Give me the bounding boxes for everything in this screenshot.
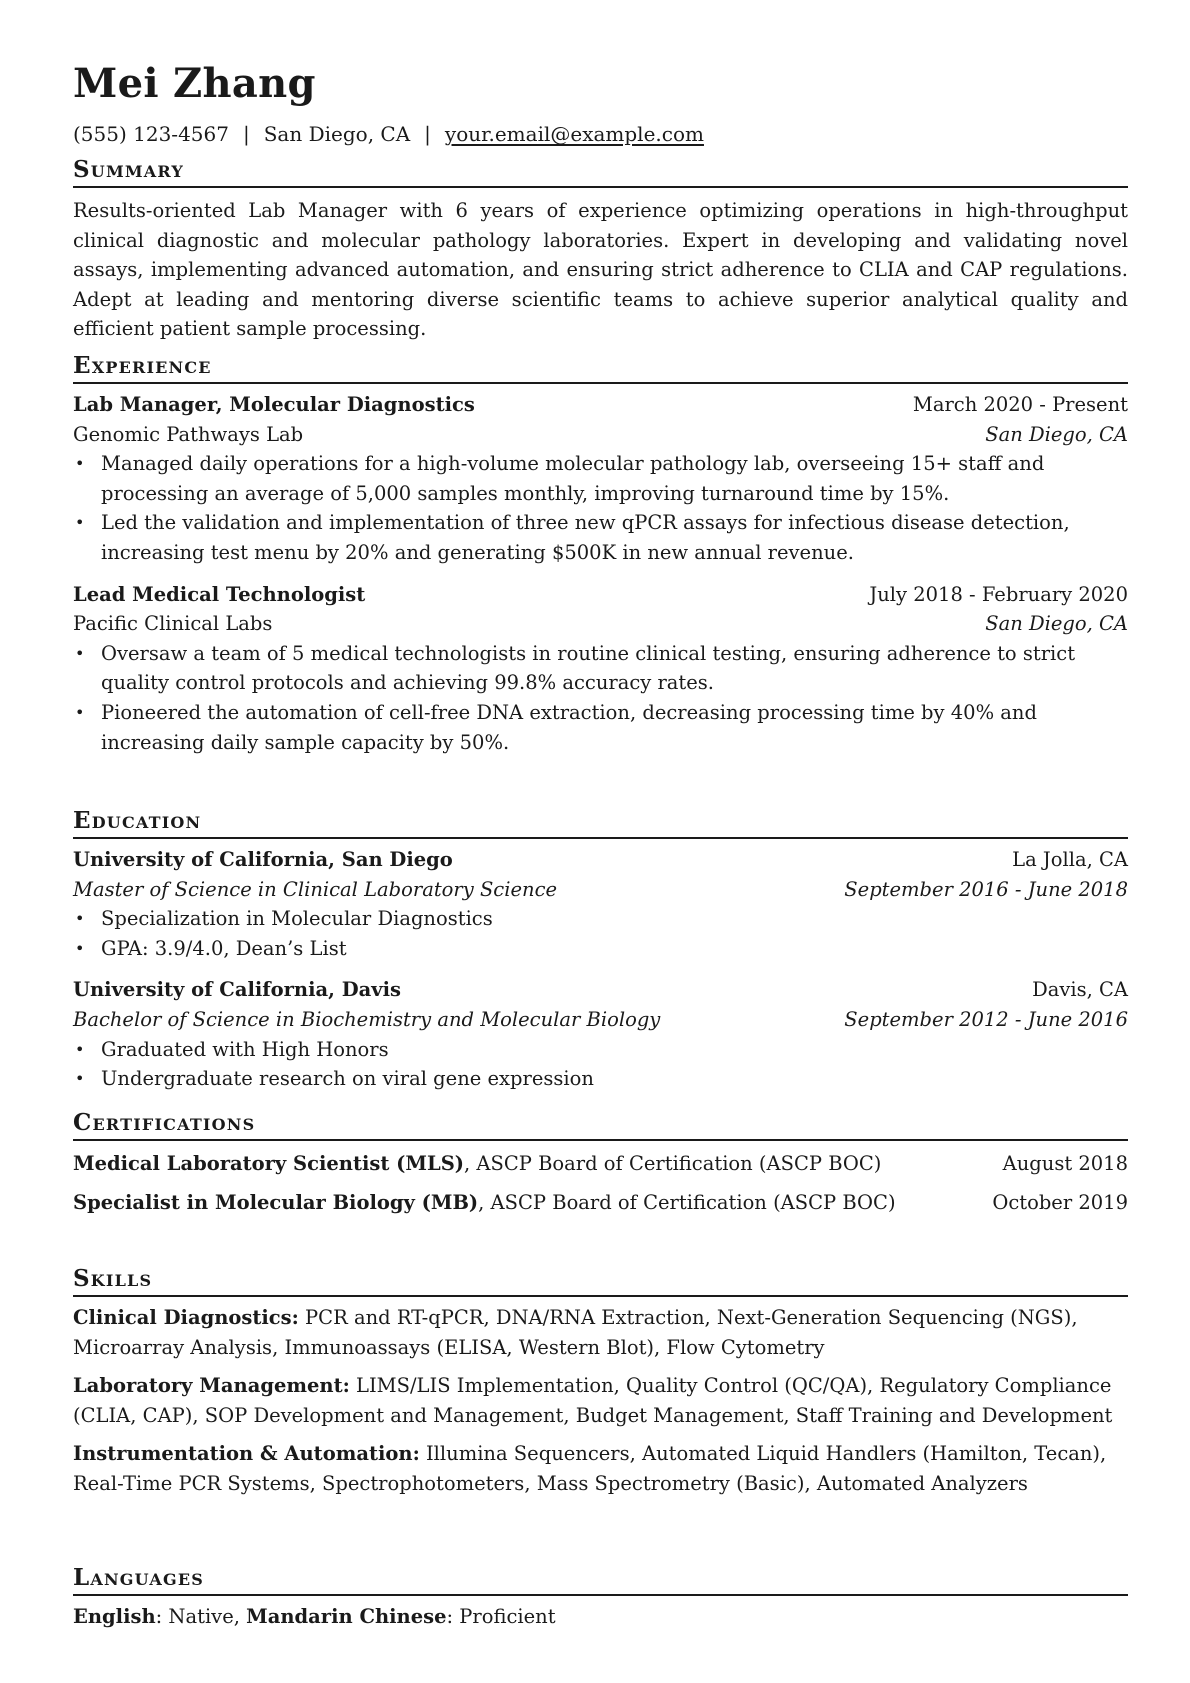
job-role: Lab Manager, Molecular Diagnostics <box>73 393 475 416</box>
job-dates: March 2020 - Present <box>912 393 1128 416</box>
bullet-item: • Oversaw a team of 5 medical technologists in routine clinical testing, ensuring adherence to strict quality control protocols and achieving 99.8% accuracy rates. <box>101 639 1128 698</box>
language-name: Mandarin Chinese <box>246 1605 447 1628</box>
languages-section <box>73 1563 1128 1632</box>
section-heading: Certifications <box>73 1108 1128 1141</box>
job-location: San Diego, CA <box>985 612 1128 636</box>
email-link[interactable]: your.email@example.com <box>444 122 704 146</box>
bullet-item: • Undergraduate research on viral gene expression <box>101 1064 1128 1094</box>
job-bullets <box>73 449 1128 567</box>
certification-name: Specialist in Molecular Biology (MB) <box>73 1191 479 1214</box>
section-heading: Skills <box>73 1264 1128 1297</box>
experience-section <box>73 351 1128 757</box>
degree: Bachelor of Science in Biochemistry and Molecular Biology <box>73 1007 661 1031</box>
job-role: Lead Medical Technologist <box>73 582 366 606</box>
certification-date: October 2019 <box>992 1191 1128 1214</box>
school-name: University of California, Davis <box>73 978 401 1002</box>
certification-item <box>73 1188 1128 1218</box>
language-name: English <box>73 1605 156 1628</box>
skill-group <box>73 1303 1128 1362</box>
certification-item <box>73 1149 1128 1179</box>
skill-list: Illumina Sequencers, Automated Liquid Handlers (Hamilton, Tecan), Real-Time PCR Systems, Spectrophotometers, Mass Spectrometry (Basic), Automated Analyzers <box>73 1442 1107 1495</box>
job-location: San Diego, CA <box>985 422 1128 446</box>
bullet-item: • Pioneered the automation of cell-free DNA extraction, decreasing processing time by 40% and increasing daily sample capacity by 50%. <box>101 698 1128 757</box>
school-location: La Jolla, CA <box>1012 848 1128 871</box>
education-entry <box>73 845 1128 963</box>
certification-issuer: , ASCP Board of Certification (ASCP BOC) <box>464 1152 882 1175</box>
summary-text: Results-oriented Lab Manager with 6 years of experience optimizing operations in high-throughput clinical diagnostic and molecular pathology laboratories. Expert in developing and validating novel assays, implementing advanced automation, and ensuring strict adherence to CLIA and CAP regulations. Adept at leading and mentoring diverse scientific teams to achieve superior analytical quality and efficient patient sample processing. <box>73 199 1128 341</box>
bullet-item: • Graduated with High Honors <box>101 1035 1128 1065</box>
job-company: Pacific Clinical Labs <box>73 612 273 636</box>
summary-section <box>73 155 1128 344</box>
job-entry <box>73 580 1128 758</box>
skill-group <box>73 1371 1128 1430</box>
candidate-name: Mei Zhang <box>73 60 316 107</box>
phone-number: (555) 123-4567 <box>73 122 229 146</box>
certification-issuer: , ASCP Board of Certification (ASCP BOC) <box>478 1191 896 1214</box>
skill-list: LIMS/LIS Implementation, Quality Control (QC/QA), Regulatory Compliance (CLIA, CAP), SOP Development and Management, Budget Management, Staff Training and Development <box>73 1374 1113 1427</box>
school-name: University of California, San Diego <box>73 848 453 871</box>
language-level: : Proficient <box>446 1605 556 1628</box>
languages-line <box>73 1602 1128 1632</box>
education-dates: September 2016 - June 2018 <box>844 877 1128 901</box>
skill-label: Instrumentation & Automation: <box>73 1442 420 1466</box>
job-entry <box>73 390 1128 568</box>
section-heading: Languages <box>73 1563 1128 1596</box>
bullet-item: • Specialization in Molecular Diagnostics <box>101 904 1128 934</box>
location: San Diego, CA <box>263 122 411 146</box>
section-heading: Education <box>73 806 1128 839</box>
section-heading: Experience <box>73 351 1128 384</box>
education-bullets <box>73 904 1128 963</box>
contact-separator: | <box>424 122 431 146</box>
section-heading: Summary <box>73 155 1128 188</box>
skill-label: Laboratory Management: <box>73 1374 350 1398</box>
school-location: Davis, CA <box>1032 978 1128 1002</box>
skill-list: PCR and RT-qPCR, DNA/RNA Extraction, Next-Generation Sequencing (NGS), Microarray Analysis, Immunoassays (ELISA, Western Blot), Flow Cytometry <box>73 1306 1078 1359</box>
degree: Master of Science in Clinical Laboratory Science <box>73 877 558 901</box>
education-section <box>73 806 1128 1094</box>
language-level: : Native, <box>155 1605 247 1628</box>
bullet-item: • GPA: 3.9/4.0, Dean’s List <box>101 934 1128 964</box>
job-company: Genomic Pathways Lab <box>73 422 304 446</box>
education-bullets <box>73 1035 1128 1094</box>
bullet-item: • Managed daily operations for a high-volume molecular pathology lab, overseeing 15+ staff and processing an average of 5,000 samples monthly, improving turnaround time by 15%. <box>101 449 1128 508</box>
certifications-section <box>73 1108 1128 1218</box>
contact-separator: | <box>242 122 250 146</box>
skill-label: Clinical Diagnostics: <box>73 1306 299 1329</box>
job-bullets <box>73 639 1128 757</box>
certification-name: Medical Laboratory Scientist (MLS) <box>73 1152 465 1175</box>
skill-group <box>73 1439 1128 1498</box>
contact-line <box>73 122 704 146</box>
education-dates: September 2012 - June 2016 <box>844 1007 1128 1031</box>
skills-section <box>73 1264 1128 1499</box>
bullet-item: • Led the validation and implementation of three new qPCR assays for infectious disease detection, increasing test menu by 20% and generating $500K in new annual revenue. <box>101 508 1128 567</box>
certification-date: August 2018 <box>1002 1152 1128 1175</box>
education-entry <box>73 975 1128 1093</box>
job-dates: July 2018 - February 2020 <box>869 582 1128 606</box>
